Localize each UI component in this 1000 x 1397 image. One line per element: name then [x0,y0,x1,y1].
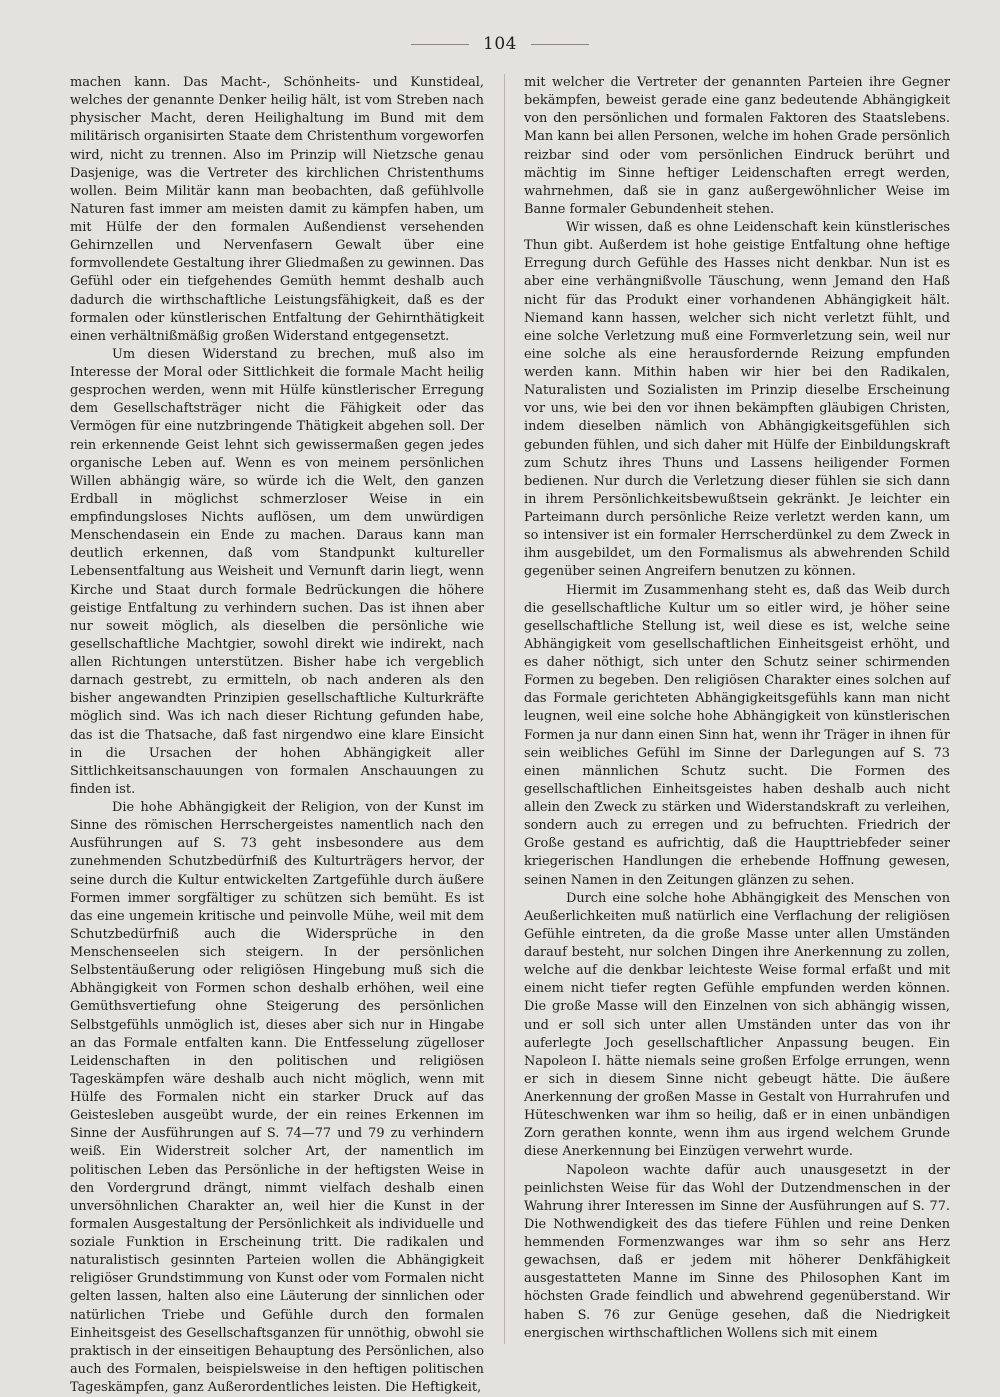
header-rule-right [531,44,589,45]
paragraph: mit welcher die Vertreter der genannten Parteien ihre Gegner bekämpfen, beweist gerade eine ganz bedeutende Abhängigkeit von den persönlichen und formalen Faktoren des Staatslebens. Man kann bei allen Personen, welche im hohen Grade persönlich reizbar sind oder vom persönlichen Eindruck berührt und mächtig im Sinne heftiger Leidenschaften erregt werden, wahrnehmen, daß sie in ganz außergewöhnlicher Weise im Banne formaler Gebundenheit stehen. [524,75,950,217]
paragraph: Die hohe Abhängigkeit der Religion, von der Kunst im Sinne des römischen Herrschergeistes namentlich nach den Ausführungen auf S. 73 geht insbesondere aus dem zunehmenden Schutzbedürfniß des Kulturträgers hervor, der seine durch die Kultur entwickelten Zartgefühle durch äußere Formen immer sorgfältiger zu schützen sich bemüht. Es ist das eine ungemein kritische und peinvolle Mühe, weil mit dem Schutzbedürfniß auch die Widersprüche in den Menschenseelen sich steigern. In der persönlichen Selbstentäußerung oder religiösen Hingebung muß sich die Abhängigkeit von Formen schon deshalb erhöhen, weil eine Gemüthsvertiefung ohne Steigerung des persönlichen Selbstgefühls unmöglich ist, dieses aber sich nur in Hingabe an das Formale entfalten kann. Die Entfesselung zügelloser Leidenschaften in den politischen und religiösen Tageskämpfen wäre deshalb auch nicht möglich, wenn mit Hülfe des Formalen nicht ein starker Druck auf das Geistesleben ausgeübt wurde, der ein reines Erkennen im Sinne der Ausführungen auf S. 74—77 und 79 zu verhindern weiß. Ein Widerstreit solcher Art, der namentlich im politischen Leben das Persönliche in der heftigsten Weise in den Vordergrund drängt, nimmt vielfach deshalb einen unversöhnlichen Charakter an, weil hier die Kunst in der formalen Ausgestaltung der Persönlichkeit als individuelle und soziale Funktion in Erscheinung tritt. Die radikalen und naturalistisch gesinnten Parteien wollen die Abhängigkeit religiöser Grundstimmung von Kunst oder vom Formalen nicht gelten lassen, halten also eine Läuterung der sinnlichen oder natürlichen Triebe und Gefühle durch den formalen Einheitsgeist des Gesellschaftsganzen für unnöthig, obwohl sie praktisch in der einseitigen Behauptung des Persönlichen, also auch des Formalen, beispielsweise in den heftigen politischen Tageskämpfen, ganz Außerordentliches leisten. Die Heftigkeit, [70,800,484,1395]
left-column [70,74,484,1397]
page-header [0,34,1000,54]
paragraph: Durch eine solche hohe Abhängigkeit des Menschen von Aeußerlichkeiten muß natürlich eine Verflachung der religiösen Gefühle eintreten, da die große Masse unter allen Umständen darauf besteht, nur solchen Dingen ihre Anerkennung zu zollen, welche auf die denkbar leichteste Weise formal erfaßt und mit einem nicht tiefer regten Gefühle empfunden werden können. Die große Masse will den Einzelnen von sich abhängig wissen, und er soll sich unter allen Umständen unter das von ihr auferlegte Joch gesellschaftlicher Anpassung beugen. Ein Napoleon I. hätte niemals seine großen Erfolge errungen, wenn er sich in diesem Sinne nicht gebeugt hätte. Die äußere Anerkennung der großen Masse in Gestalt von Hurrahrufen und Hüteschwenken war ihm so heilig, daß er in einen unbändigen Zorn gerathen konnte, wenn ihm aus irgend welchem Grunde diese Anerkennung bei Einzügen verwehrt wurde. [524,890,950,1160]
paragraph: machen kann. Das Macht-, Schönheits- und Kunstideal, welches der genannte Denker heilig hält, ist vom Streben nach physischer Macht, deren Heilighaltung im Bund mit dem militärisch organisirten Staate dem Christenthum vorgeworfen wird, nicht zu trennen. Also im Prinzip will Nietzsche genau Dasjenige, was die Vertreter des kirchlichen Christenthums wollen. Beim Militär kann man beobachten, daß gefühlvolle Naturen fast immer am meisten damit zu kämpfen haben, um mit Hülfe der den formalen Außendienst versehenden Gehirnzellen und Nervenfasern Gewalt über eine formvollendete Gestaltung ihrer Gliedmaßen zu gewinnen. Das Gefühl oder ein tiefgehendes Gemüth hemmt deshalb auch dadurch die wirthschaftliche Leistungsfähigkeit, daß es der formalen oder künstlerischen Entfaltung der Gehirnthätigkeit einen verhältnißmäßig großen Widerstand entgegensetzt. [70,75,484,344]
paragraph: Wir wissen, daß es ohne Leidenschaft kein künstlerisches Thun gibt. Außerdem ist hohe geistige Entfaltung ohne heftige Erregung durch Gefühle des Hasses nicht denkbar. Nun ist es aber eine verhängnißvolle Täuschung, wenn Jemand den Haß nicht für das Produkt einer vorhandenen Abhängigkeit hält. Niemand kann hassen, welcher sich nicht verletzt fühlt, und eine solche Verletzung muß eine Formverletzung sein, weil nur eine solche als eine herausfordernde Reizung empfunden werden kann. Mithin haben wir hier bei den Radikalen, Naturalisten und Sozialisten im Prinzip dieselbe Erscheinung vor uns, wie bei den vor ihnen bekämpften gläubigen Christen, indem dieselben nämlich von Abhängigkeitsgefühlen sich gebunden fühlen, und sich daher mit Hülfe der Einbildungskraft zum Schutz ihres Thuns und Lassens heiligender Formen bedienen. Nur durch die Verletzung dieser fühlen sie sich dann in ihrem Persönlichkeitsbewußtsein gekränkt. Je leichter ein Parteimann durch persönliche Reize verletzt werden kann, um so intensiver ist ein formaler Herrscherdünkel zu dem Zweck in ihm ausgebildet, um den Formalismus als abwehrenden Schild gegenüber seinen Angreifern benutzen zu können. [524,220,950,580]
paragraph: Um diesen Widerstand zu brechen, muß also im Interesse der Moral oder Sittlichkeit die formale Macht heilig gesprochen werden, wenn mit Hülfe künstlerischer Erregung dem Gesellschaftsträger nicht die Fähigkeit oder das Vermögen für eine nutzbringende Thätigkeit abgehen soll. Der rein erkennende Geist lehnt sich gewissermaßen gegen jedes organische Leben auf. Wenn es von meinem persönlichen Willen abhängig wäre, so würde ich die Welt, den ganzen Erdball in möglichst schmerzloser Weise in ein empfindungsloses Nichts auflösen, um dem unwürdigen Menschendasein ein Ende zu machen. Daraus kann man deutlich erkennen, daß vom Standpunkt kultureller Lebensentfaltung aus Weisheit und Vernunft darin liegt, wenn Kirche und Staat durch formale Bedrückungen die höhere geistige Entfaltung zu verhindern suchen. Das ist ihnen aber nur soweit möglich, als dieselben die persönliche wie gesellschaftliche Machtgier, sowohl direkt wie indirekt, nach allen Richtungen unterstützen. Bisher habe ich vergeblich darnach gestrebt, zu ermitteln, ob nach anderen als den bisher angewandten Prinzipien gesellschaftliche Kulturkräfte möglich sind. Was ich nach dieser Richtung gefunden habe, das ist die Thatsache, daß fast nirgendwo eine klare Einsicht in die Ursachen der hohen Abhängigkeit aller Sittlichkeitsanschauungen von formalen Anschauungen zu finden ist. [70,346,484,797]
column-divider [504,74,505,1344]
right-column [524,74,950,1343]
page-number: 104 [483,34,517,54]
paragraph: Hiermit im Zusammenhang steht es, daß das Weib durch die gesellschaftliche Kultur um so eitler wird, je höher seine gesellschaftliche Stellung ist, weil diese es ist, welche seine Abhängigkeit vom gesellschaftlichen Einheitsgeist erhöht, und es daher nöthigt, sich unter den Schutz seiner schirmenden Formen zu begeben. Den religiösen Charakter eines solchen auf das Formale gerichteten Abhängigkeitsgefühls kann man nicht leugnen, weil eine solche hohe Abhängigkeit von künstlerischen Formen ja nur dann einen Sinn hat, wenn ihr Träger in ihnen für sein weibliches Gefühl im Sinne der Darlegungen auf S. 73 einen männlichen Schutz sucht. Die Formen des gesellschaftlichen Einheitsgeistes haben deshalb auch nicht allein den Zweck zu stärken und Widerstandskraft zu verleihen, sondern auch zu erregen und zu befruchten. Friedrich der Große gestand es aufrichtig, daß die Haupttriebfeder seiner kriegerischen Handlungen die erhebende Hoffnung gewesen, seinen Namen in den Zeitungen glänzen zu sehen. [524,582,950,888]
paragraph: Napoleon wachte dafür auch unausgesetzt in der peinlichsten Weise für das Wohl der Dutzendmenschen in der Wahrung ihrer Interessen im Sinne der Ausführungen auf S. 77. Die Nothwendigkeit des das tiefere Fühlen und reine Denken hemmenden Formenzwanges war ihm so sehr ans Herz gewachsen, daß er jedem mit höherer Denkfähigkeit ausgestatteten Manne im Sinne des Philosophen Kant im höchsten Grade feindlich und abwehrend gegenüberstand. Wir haben S. 76 zur Genüge gesehen, daß die Niedrigkeit energischen wirthschaftlichen Wollens sich mit einem [524,1162,950,1341]
header-rule-left [411,44,469,45]
